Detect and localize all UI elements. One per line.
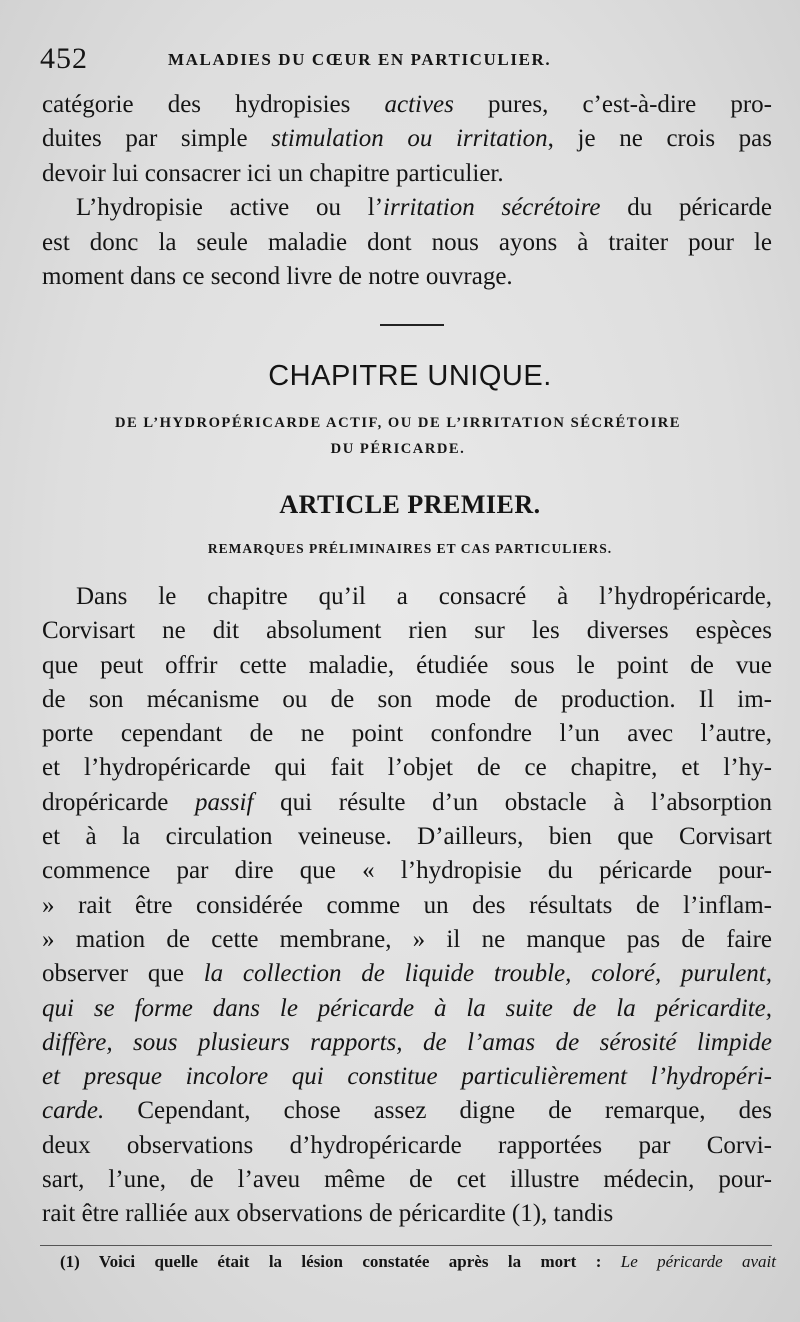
intro-paragraph-1 xyxy=(42,88,772,191)
text-line xyxy=(42,992,772,1026)
text-span: devoir lui consacrer ici un chapitre particulier. xyxy=(42,159,504,187)
text-line xyxy=(42,1094,772,1128)
text-span: est donc la seule maladie dont nous ayons à traiter pour le xyxy=(42,228,772,256)
text-line xyxy=(42,717,772,751)
text-line xyxy=(42,649,772,683)
intro-text xyxy=(42,88,772,294)
text-line xyxy=(42,88,772,122)
article-subtitle: REMARQUES PRÉLIMINAIRES ET CAS PARTICULIERS. xyxy=(207,541,613,556)
italic-span: stimulation ou irritation xyxy=(271,125,548,153)
footnote-italic: Le péricarde avait xyxy=(620,1252,776,1271)
text-line xyxy=(42,580,772,614)
text-line xyxy=(42,923,772,957)
text-line xyxy=(42,191,772,225)
text-span: deux observations d’hydropéricarde rapportées par Corvi- xyxy=(42,1131,772,1159)
text-line xyxy=(42,889,772,923)
chapter-title: CHAPITRE UNIQUE. xyxy=(268,360,552,392)
text-line xyxy=(42,854,772,888)
text-span: L’hydropisie active ou l’ xyxy=(76,194,384,222)
text-line xyxy=(42,1197,772,1231)
text-span: Corvisart ne dit absolument rien sur les diverses espèces xyxy=(42,617,772,645)
text-span: du péricarde xyxy=(600,194,773,222)
text-span: commence par dire que « l’hydropisie du péricarde pour- xyxy=(42,857,772,885)
section-divider xyxy=(380,324,444,326)
text-line xyxy=(42,820,772,854)
italic-span: et presque incolore qui constitue particulièrement l’hydropéri- xyxy=(42,1063,772,1091)
text-line xyxy=(42,157,772,191)
text-line xyxy=(42,122,772,156)
text-line xyxy=(42,683,772,717)
text-span: duites par simple xyxy=(42,125,272,153)
text-span: et l’hydropéricarde qui fait l’objet de ce chapitre, et l’hy- xyxy=(42,754,772,782)
text-span: pures, c’est-à-dire pro- xyxy=(453,91,773,118)
text-span: moment dans ce second livre de notre ouvrage. xyxy=(42,263,513,291)
intro-paragraph-2 xyxy=(42,191,772,294)
text-span: » rait être considérée comme un des résultats de l’inflam- xyxy=(42,891,772,919)
text-line xyxy=(42,1163,772,1197)
text-span: observer que xyxy=(42,960,204,988)
text-span: qui résulte d’un obstacle à l’absorption xyxy=(253,788,772,816)
text-line xyxy=(42,1129,772,1163)
text-span: catégorie des hydropisies xyxy=(42,91,385,118)
text-span: et à la circulation veineuse. D’ailleurs, bien que Corvisart xyxy=(42,823,772,851)
article-title: ARTICLE PREMIER. xyxy=(279,490,541,519)
chapter-subtitle xyxy=(48,410,748,462)
text-line xyxy=(42,751,772,785)
text-line xyxy=(42,1060,772,1094)
footnote xyxy=(60,1252,776,1272)
text-span: Dans le chapitre qu’il a consacré à l’hydropéricarde, xyxy=(76,583,772,610)
text-span: rait être ralliée aux observations de péricardite (1), tandis xyxy=(42,1200,614,1228)
text-span: dropéricarde xyxy=(42,788,196,816)
text-line xyxy=(42,226,772,260)
italic-span: irritation sécrétoire xyxy=(383,194,601,222)
page-header xyxy=(40,40,772,80)
italic-span: passif xyxy=(195,788,254,816)
footnote-text: (1) Voici quelle était la lésion constatée après la mort : xyxy=(60,1252,621,1271)
italic-span: carde. xyxy=(42,1097,105,1125)
text-span: porte cependant de ne point confondre l’un avec l’autre, xyxy=(42,720,772,748)
text-span: que peut offrir cette maladie, étudiée sous le point de vue xyxy=(42,651,772,679)
running-head: MALADIES DU CŒUR EN PARTICULIER. xyxy=(168,50,552,69)
chapter-subtitle-line-2: DU PÉRICARDE. xyxy=(330,441,466,457)
text-line xyxy=(42,957,772,991)
text-span: sart, l’une, de l’aveu même de cet illustre médecin, pour- xyxy=(42,1166,772,1194)
main-paragraph xyxy=(42,580,772,1232)
text-span: Cependant, chose assez digne de remarque, des xyxy=(104,1097,772,1125)
italic-span: qui se forme dans le péricarde à la suite de la péricardite, xyxy=(42,994,772,1022)
italic-span: diffère, sous plusieurs rapports, de l’amas de sérosité limpide xyxy=(42,1028,772,1056)
text-span: » mation de cette membrane, » il ne manque pas de faire xyxy=(42,925,772,953)
text-line xyxy=(42,786,772,820)
italic-span: actives xyxy=(384,91,454,118)
italic-span: la collection de liquide trouble, coloré, purulent, xyxy=(203,960,773,988)
text-line xyxy=(42,1026,772,1060)
footnote-divider xyxy=(40,1245,772,1246)
chapter-subtitle-line-1: DE L’HYDROPÉRICARDE ACTIF, OU DE L’IRRITATION SÉCRÉTOIRE xyxy=(114,415,682,431)
text-span: de son mécanisme ou de son mode de production. Il im- xyxy=(42,685,772,713)
text-span: , je ne crois pas xyxy=(547,125,773,153)
text-line xyxy=(42,260,772,294)
text-line xyxy=(42,614,772,648)
page-number: 452 xyxy=(40,42,88,75)
